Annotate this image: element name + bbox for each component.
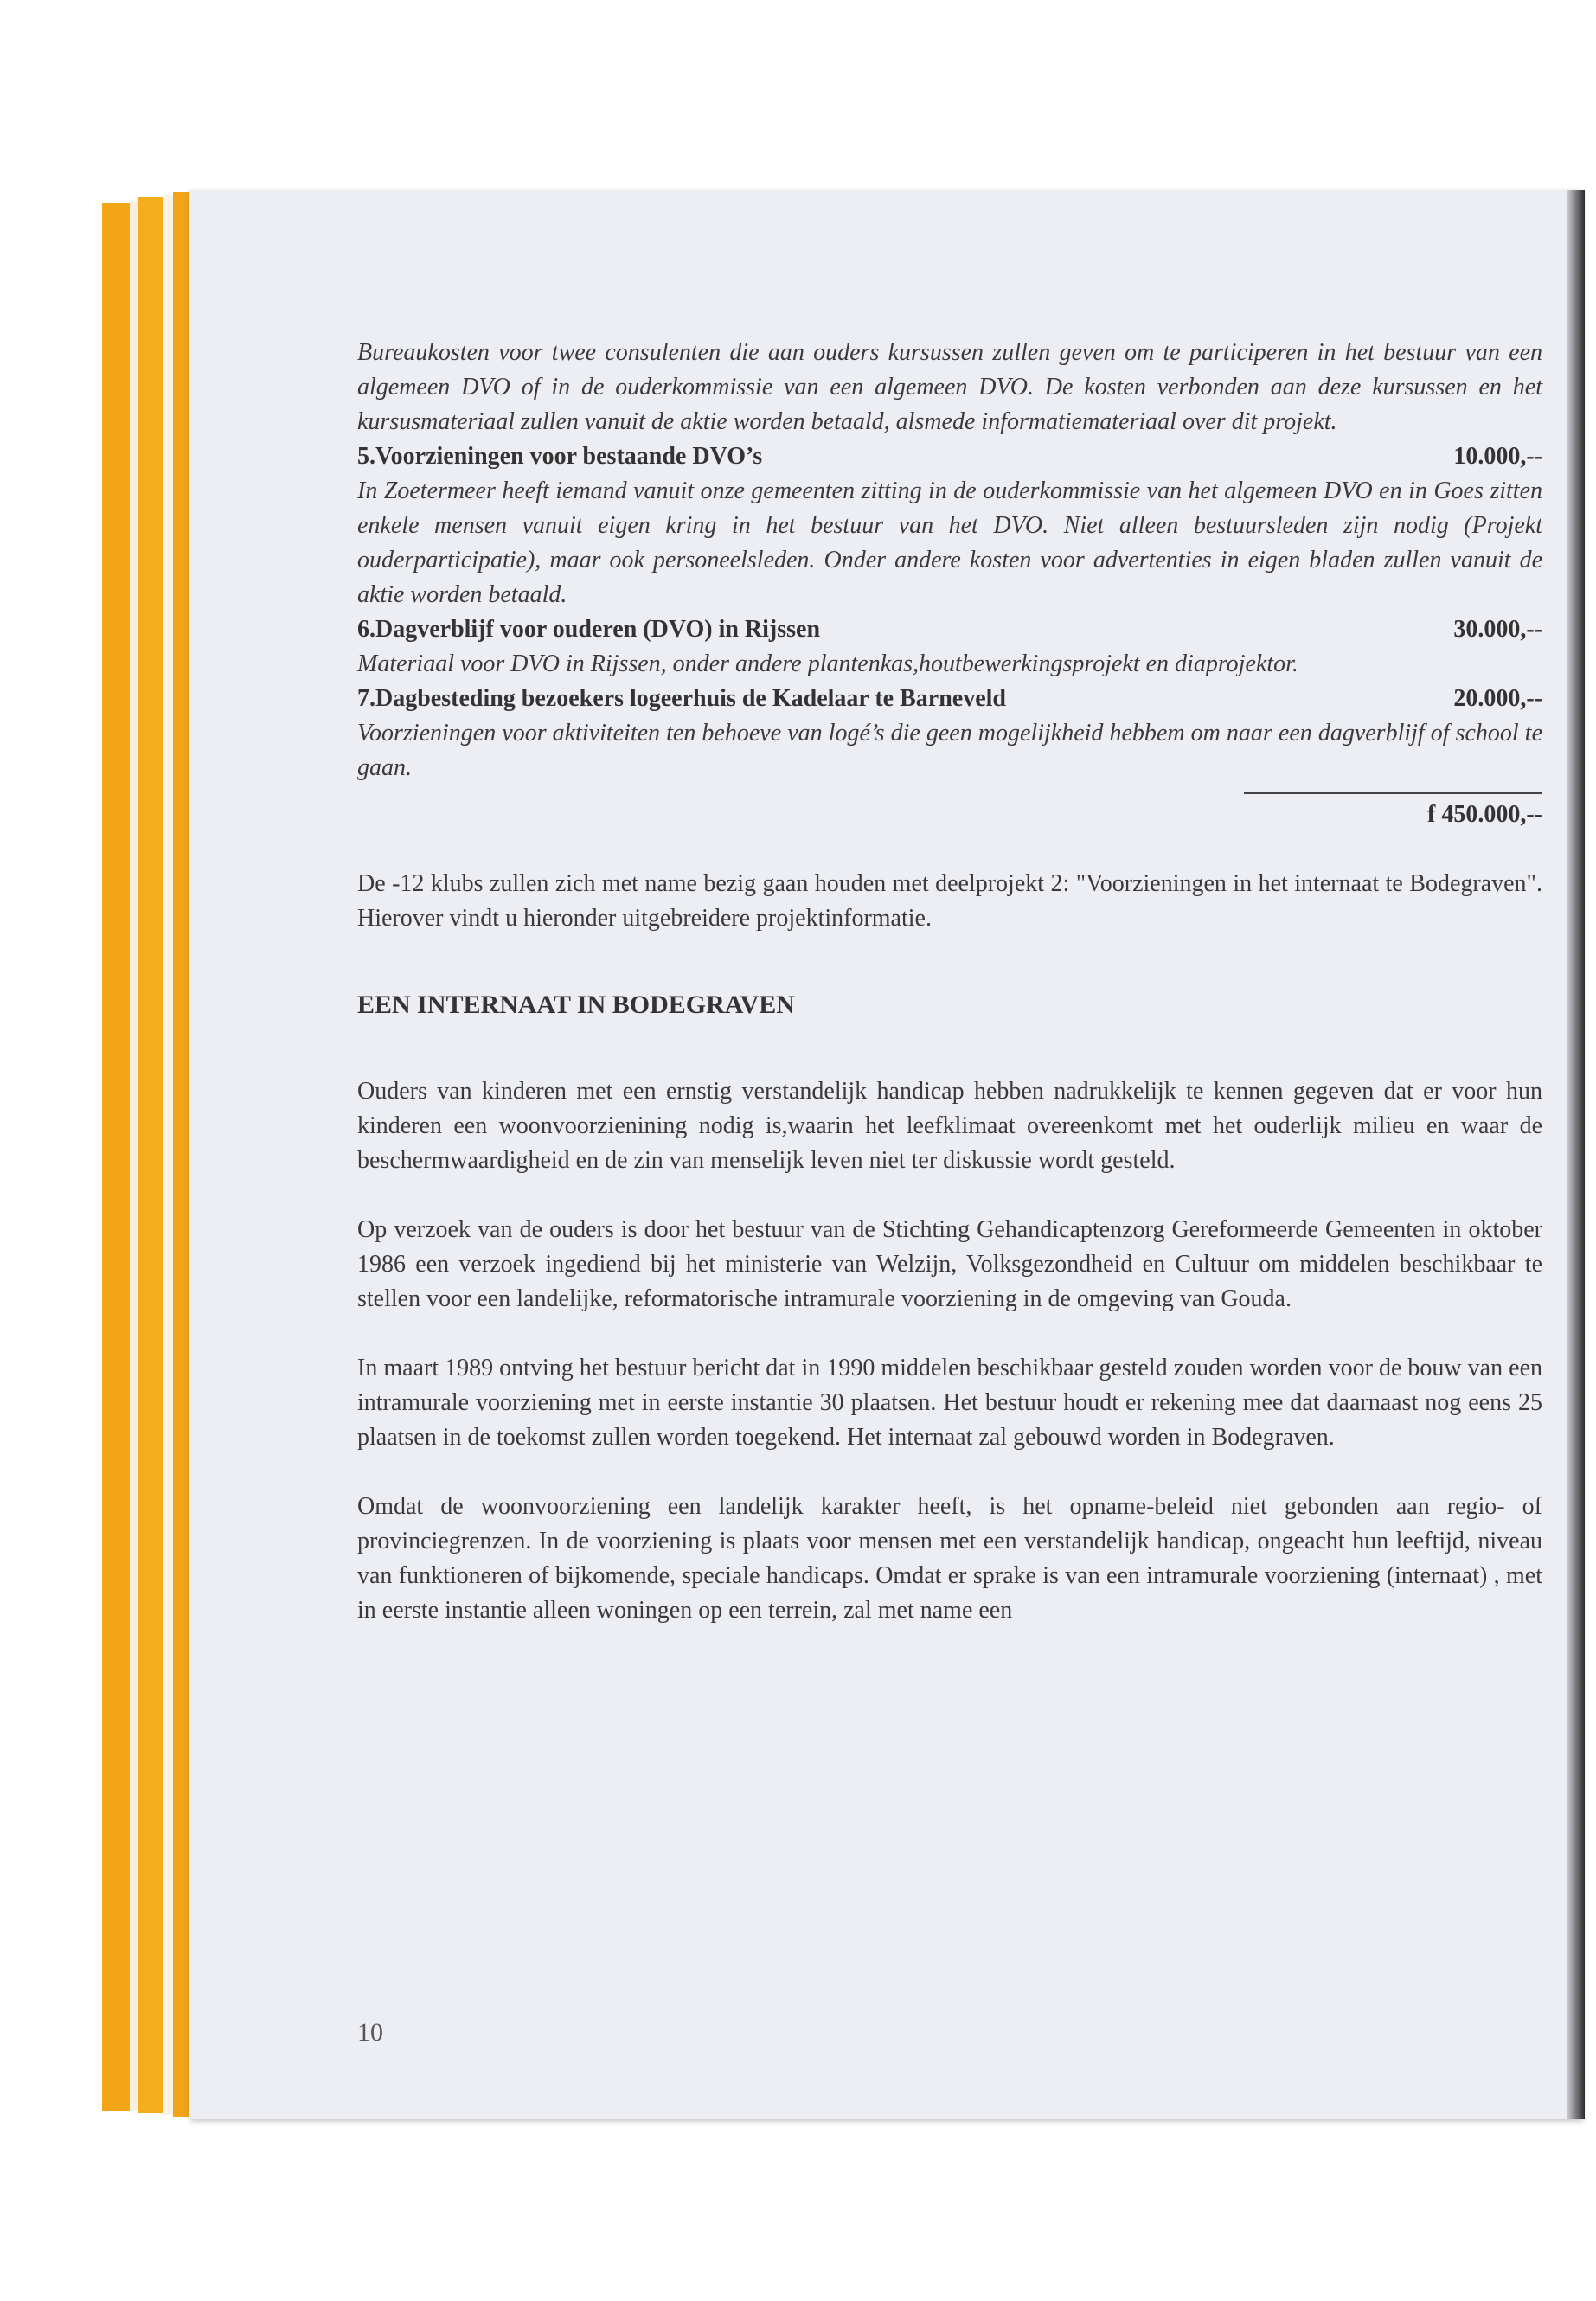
budget-item-title: 6.Dagverblijf voor ouderen (DVO) in Rijssen (357, 616, 821, 643)
budget-item (357, 682, 1542, 785)
budget-item-amount: 30.000,-- (1453, 616, 1542, 643)
body-paragraph: Op verzoek van de ouders is door het bestuur van de Stichting Gehandicaptenzorg Gereformeerde Gemeenten in oktober 1986 een verzoek ingediend bij het ministerie van Welzijn, Volksgezondheid en Cultuur om middelen beschikbaar te stellen voor een landelijke, reformatorische intramurale voorziening in de omgeving van Gouda. (357, 1216, 1542, 1312)
body-paragraph: In maart 1989 ontving het bestuur bericht dat in 1990 middelen beschikbaar gesteld zouden worden voor de bouw van een intramurale voorziening met in eerste instantie 30 plaatsen. Het bestuur houdt er rekening mee dat daarnaast nog eens 25 plaatsen in de toekomst zullen worden toegekend. Het internaat zal gebouwd worden in Bodegraven. (357, 1355, 1542, 1451)
page-edge-orange (173, 192, 190, 2117)
section-heading: EEN INTERNAAT IN BODEGRAVEN (357, 990, 795, 1019)
budget-item (357, 612, 1542, 682)
page-number: 10 (357, 2018, 383, 2047)
budget-item-amount: 20.000,-- (1453, 685, 1542, 712)
budget-item-description: In Zoetermeer heeft iemand vanuit onze gemeenten zitting in de ouderkommissie van het algemeen DVO en in Goes zitten enkele mensen vanuit eigen kring in het bestuur van het DVO. Niet alleen bestuursleden zijn nodig (Projekt ouderparticipatie), maar ook personeelsleden. Onder andere kosten voor advertenties in eigen bladen zullen vanuit de aktie worden betaald. (357, 478, 1542, 608)
body-paragraph: Omdat de woonvoorziening een landelijk karakter heeft, is het opname-beleid niet gebonden aan regio- of provinciegrenzen. In de voorziening is plaats voor mensen met een verstandelijk handicap, ongeacht hun leeftijd, niveau van funktioneren of bijkomende, speciale handicaps. Omdat er sprake is van een intramurale voorziening (internaat) , met in eerste instantie alleen woningen op een terrein, zal met name een (357, 1493, 1542, 1624)
page-edge-orange (138, 197, 164, 2113)
budget-item-amount: 10.000,-- (1453, 443, 1542, 470)
page-content (357, 336, 1542, 1628)
budget-item-title: 5.Voorzieningen voor bestaande DVO’s (357, 443, 763, 470)
budget-item (357, 439, 1542, 612)
klubs-paragraph: De -12 klubs zullen zich met name bezig gaan houden met deelprojekt 2: "Voorzieningen in het internaat te Bodegraven". Hierover vindt u hieronder uitgebreidere projektinformatie. (357, 870, 1542, 932)
body-paragraph: Ouders van kinderen met een ernstig verstandelijk handicap hebben nadrukkelijk te kennen gegeven dat er voor hun kinderen een woonvoorzienining nodig is,waarin het leefklimaat overeenkomt met het ouderlijk milieu en waar de beschermwaardigheid en de zin van menselijk leven niet ter diskussie wordt gesteld. (357, 1078, 1542, 1174)
book-spine-shadow (1567, 190, 1585, 2119)
budget-total: f 450.000,-- (1427, 801, 1542, 828)
budget-item-description: Materiaal voor DVO in Rijssen, onder andere plantenkas,houtbewerkingsprojekt en diaprojektor. (357, 651, 1298, 677)
budget-item-title: 7.Dagbesteding bezoekers logeerhuis de Kadelaar te Barneveld (357, 685, 1006, 712)
total-rule (1244, 792, 1542, 794)
page-edge-white (130, 201, 138, 2111)
intro-paragraph: Bureaukosten voor twee consulenten die aan ouders kursussen zullen geven om te participeren in het bestuur van een algemeen DVO of in de ouderkommissie van een algemeen DVO. De kosten verbonden aan deze kursussen en het kursusmateriaal zullen vanuit de aktie worden betaald, alsmede informatiemateriaal over dit projekt. (357, 339, 1542, 435)
budget-item-description: Voorzieningen voor aktiviteiten ten behoeve van logé’s die geen mogelijkheid hebbem om naar een dagverblijf of school te gaan. (357, 720, 1542, 781)
